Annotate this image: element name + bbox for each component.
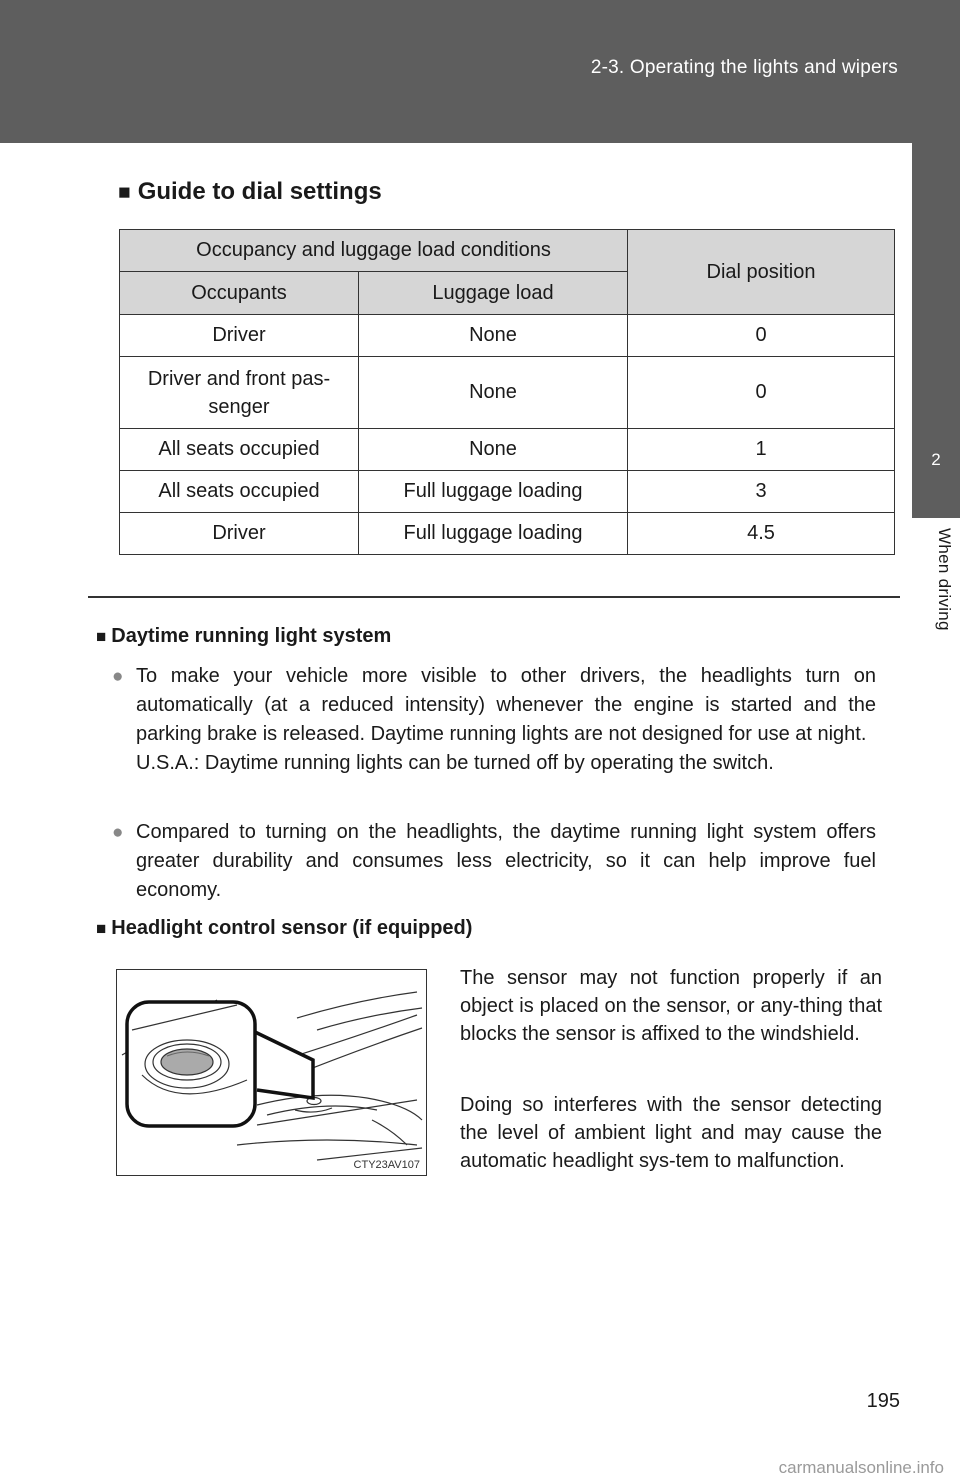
- dial-cell: 3: [628, 471, 895, 513]
- dial-cell: 4.5: [628, 513, 895, 555]
- square-bullet-icon: ■: [96, 919, 107, 938]
- side-tab-number: 2: [931, 450, 941, 469]
- sensor-illustration: [116, 969, 427, 1176]
- sensor-paragraph: The sensor may not function properly if an object is placed on the sensor, or any-thing that blocks the sensor is affixed to the windshield.: [460, 967, 882, 1045]
- dial-cell: 0: [628, 357, 895, 429]
- side-tab-label: When driving: [935, 528, 954, 631]
- drl-bullet-text: To make your vehicle more visible to other drivers, the headlights turn on automatically (at a reduced intensity) whenever the engine is started and the parking brake is released. Daytime running lights are not designed for use at night.: [136, 665, 876, 745]
- luggage-cell: None: [359, 357, 628, 429]
- watermark: carmanualsonline.info: [778, 1458, 944, 1477]
- occupants-cell: Driver and front pas- senger: [120, 357, 359, 429]
- figure-code: CTY23AV107: [353, 1159, 420, 1171]
- dial-guide-heading-text: Guide to dial settings: [137, 178, 382, 205]
- luggage-cell: Full luggage loading: [359, 513, 628, 555]
- round-bullet-icon: ●: [112, 666, 124, 687]
- drl-bullet-durability: [112, 818, 876, 905]
- table-dial-header: Dial position: [628, 230, 895, 315]
- table-occupants-header: Occupants: [120, 272, 359, 315]
- occupants-cell: All seats occupied: [120, 429, 359, 471]
- drl-bullet-visibility: [112, 662, 876, 778]
- sensor-heading: [96, 917, 472, 940]
- table-row: [120, 513, 895, 555]
- table-luggage-header: Luggage load: [359, 272, 628, 315]
- drl-heading: [96, 625, 391, 648]
- drl-usa-note: U.S.A.: Daytime running lights can be turned off by operating the switch.: [136, 752, 774, 774]
- windshield-sensor-drawing: [117, 970, 426, 1175]
- luggage-cell: None: [359, 315, 628, 357]
- sensor-heading-text: Headlight control sensor (if equipped): [111, 917, 473, 939]
- sensor-paragraph: Doing so interferes with the sensor detecting the level of ambient light and may cause the automatic headlight sys-tem to malfunction.: [460, 1094, 882, 1172]
- section-title: 2-3. Operating the lights and wipers: [590, 57, 898, 78]
- dial-settings-table: [119, 229, 895, 555]
- page-header: [0, 0, 960, 143]
- luggage-cell: Full luggage loading: [359, 471, 628, 513]
- square-bullet-icon: ■: [118, 181, 131, 204]
- dial-cell: 1: [628, 429, 895, 471]
- table-row: [120, 357, 895, 429]
- dial-guide-heading: [118, 178, 382, 206]
- luggage-cell: None: [359, 429, 628, 471]
- occupants-cell: Driver: [120, 513, 359, 555]
- table-row: [120, 471, 895, 513]
- drl-heading-text: Daytime running light system: [111, 625, 392, 647]
- occupants-cell: Driver: [120, 315, 359, 357]
- section-divider: [88, 596, 900, 598]
- page-number: 195: [866, 1390, 900, 1412]
- square-bullet-icon: ■: [96, 627, 107, 646]
- table-row: [120, 429, 895, 471]
- dial-cell: 0: [628, 315, 895, 357]
- drl-bullet-text: Compared to turning on the headlights, the daytime running light system offers greater durability and consumes less electricity, so it can help improve fuel economy.: [136, 821, 876, 901]
- occupants-cell: All seats occupied: [120, 471, 359, 513]
- table-row: [120, 315, 895, 357]
- table-group-header: Occupancy and luggage load conditions: [120, 230, 628, 272]
- round-bullet-icon: ●: [112, 822, 124, 843]
